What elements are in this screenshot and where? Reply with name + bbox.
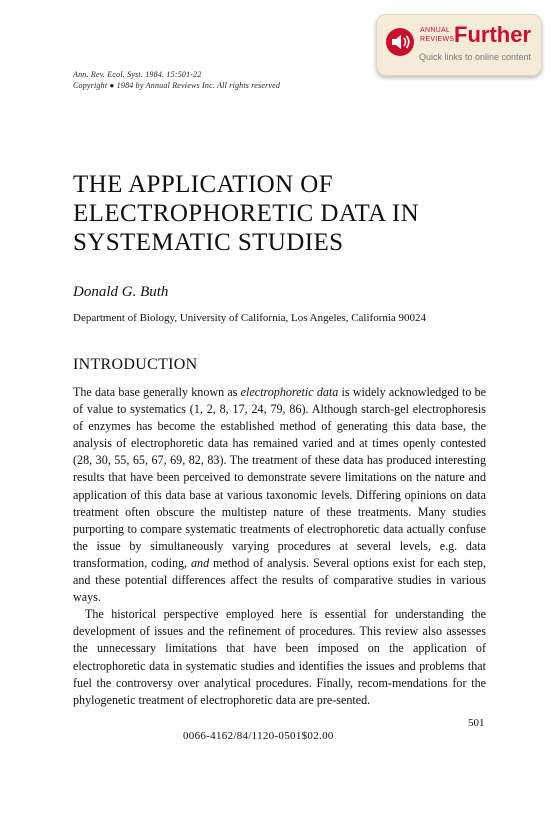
title-line: SYSTEMATIC STUDIES xyxy=(73,229,344,256)
body-text xyxy=(73,384,486,709)
logo-annual-text: ANNUAL xyxy=(420,27,451,34)
paragraph-1 xyxy=(73,384,486,606)
journal-citation: Ann. Rev. Ecol. Syst. 1984. 15:501-22 xyxy=(73,70,202,79)
italic-word: and xyxy=(190,555,210,570)
author-name: Donald G. Buth xyxy=(73,284,169,300)
page-number: 501 xyxy=(468,717,485,729)
article-title xyxy=(73,170,493,257)
author-affiliation: Department of Biology, University of California, Los Angeles, California 90024 xyxy=(73,312,427,324)
title-line: ELECTROPHORETIC DATA IN xyxy=(73,200,420,227)
price-code: 0066-4162/84/1120-0501$02.00 xyxy=(183,730,334,742)
italic-term: electrophoretic data xyxy=(240,385,339,399)
text-run: method of analysis. Several options exist for each step, and these potential differences affect the results of comparative studies in various ways. xyxy=(73,555,486,605)
copyright-line: Copyright ● 1984 by Annual Reviews Inc. All rights reserved xyxy=(73,81,281,90)
title-line: THE APPLICATION OF xyxy=(73,171,333,198)
section-heading: INTRODUCTION xyxy=(73,356,198,373)
logo-further-text: Further xyxy=(454,22,531,47)
text-run: The data base generally known as xyxy=(73,385,241,399)
paragraph-2: The historical perspective employed here is essential for understanding the development of issues and the refinement of procedures. This review also assesses the unnecessary limitations that have been imposed on the application of electrophoretic data in systematic studies and identifies the issues and problems that fuel the controversy over analytical procedures. Finally, recom-mendations for the phylogenetic treatment of electrophoretic data are pre-sented. xyxy=(73,607,486,707)
banner-tagline: Quick links to online content xyxy=(419,52,532,62)
logo-reviews-text: REVIEWS xyxy=(420,36,455,43)
speaker-icon xyxy=(386,28,414,56)
annual-reviews-further-banner[interactable] xyxy=(376,14,542,76)
text-run: is widely acknowledged to be of value to systematics (1, 2, 8, 17, 24, 79, 86). Although starch-gel electrophoresis of enzymes has become the established method of generating this data base, the analysis of electrophoretic data has remained varied and at times openly contested (28, 30, 55, 65, 67, 69, 82, 83). The treatment of these data has produced interesting results that have been perceived to demonstrate severe limitations on the nature and application of this data base at various taxonomic levels. Differing opinions on data treatment often obscure the multistep nature of these treatments. Many studies purporting to compare systematic treatments of electrophoretic data actually confuse the issue by simultaneously varying procedures at several levels, e.g. data transformation, coding, xyxy=(73,385,486,570)
